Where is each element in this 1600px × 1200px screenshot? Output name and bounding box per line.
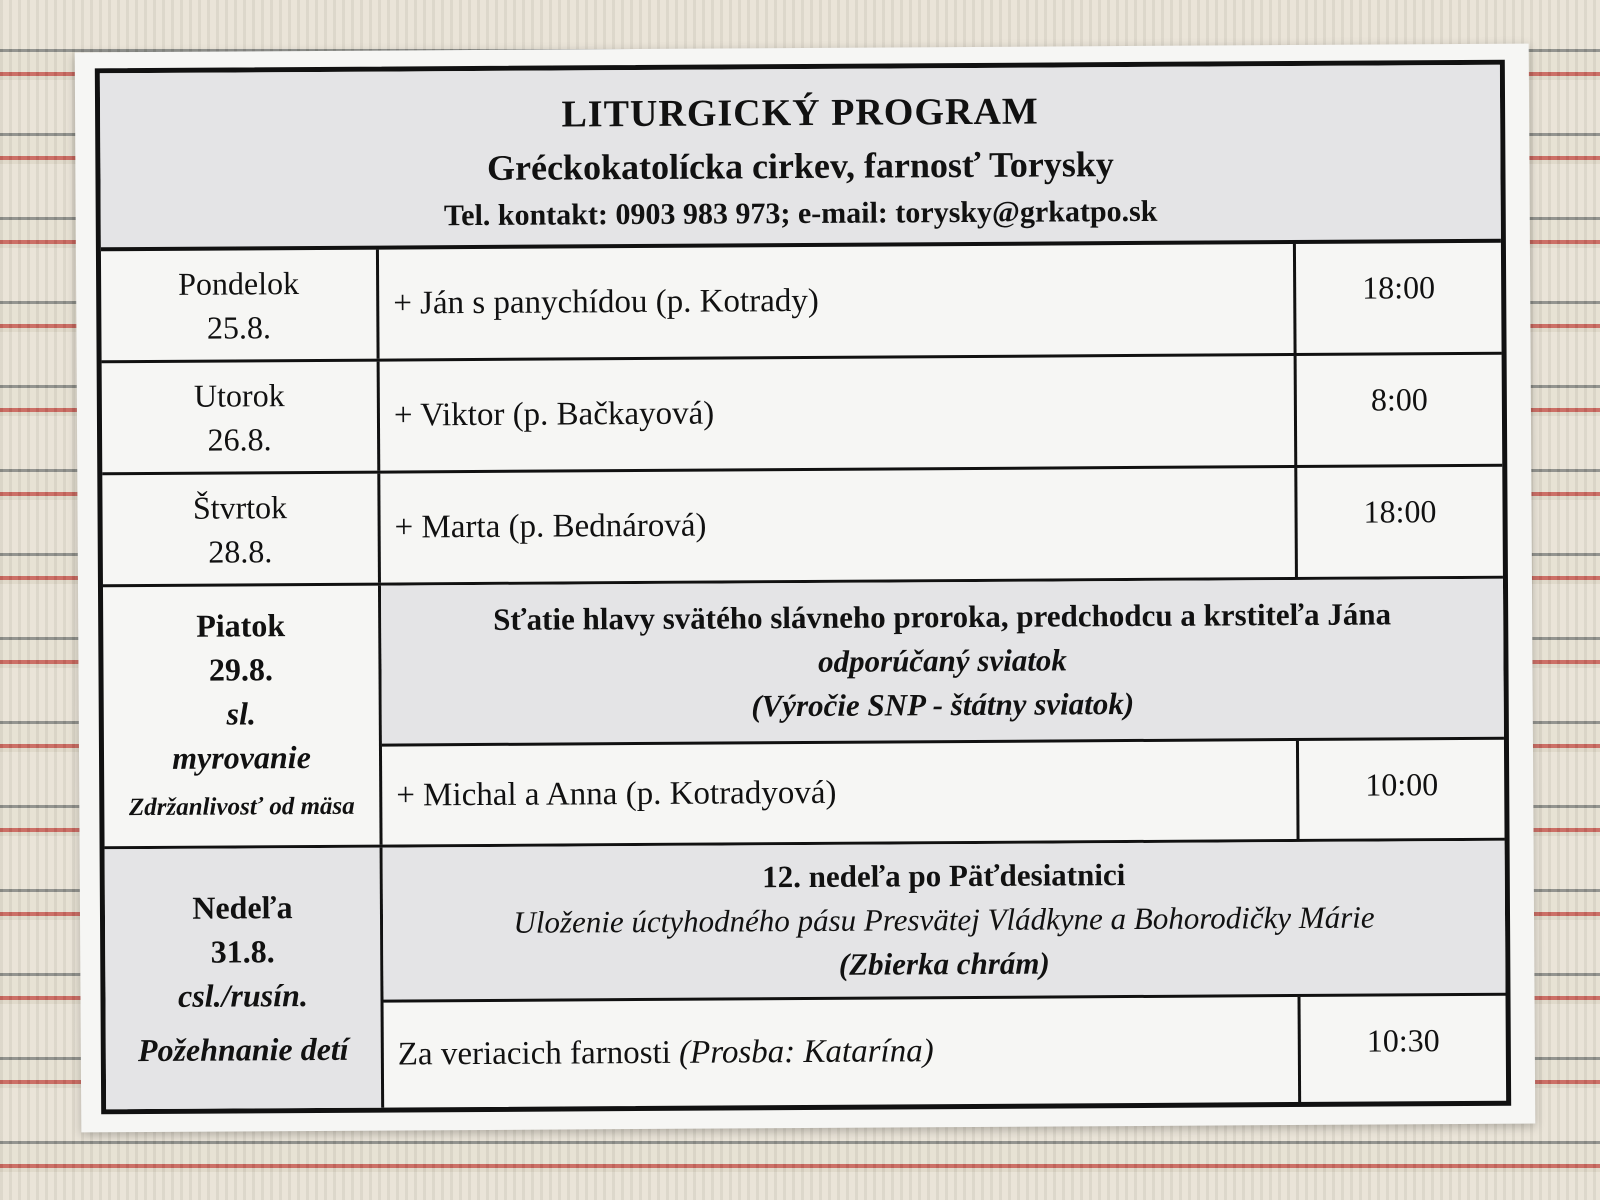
day-date: 25.8. <box>206 308 272 346</box>
day-name: Piatok <box>196 606 286 644</box>
service-time: 18:00 <box>1293 243 1502 353</box>
day-cell <box>103 586 383 847</box>
day-name: Utorok <box>193 376 285 414</box>
day-cell <box>102 474 381 585</box>
day-name: Štvrtok <box>192 488 288 526</box>
feast-note: (Výročie SNP - štátny sviatok) <box>751 685 1135 724</box>
intention-text: + Marta (p. Bednárová) <box>394 507 707 546</box>
day-date: 26.8. <box>207 420 272 458</box>
schedule-row-monday <box>101 243 1502 364</box>
day-cell <box>102 362 381 473</box>
service-time: 10:00 <box>1296 740 1505 839</box>
schedule-row-thursday <box>102 467 1503 588</box>
day-cell <box>105 848 385 1110</box>
service-time: 18:00 <box>1294 467 1503 577</box>
day-name: Pondelok <box>178 264 300 302</box>
feast-subtitle: Uloženie úctyhodného pásu Presvätej Vládkyne a Bohorodičky Márie <box>513 899 1375 940</box>
parish-name: Gréckokatolícka cirkev, farnosť Torysky <box>486 144 1114 188</box>
fasting-note: Zdržanlivosť od mäsa <box>128 792 355 821</box>
schedule-row-sunday <box>105 841 1507 1110</box>
day-note: myrovanie <box>172 738 311 776</box>
program-sheet <box>75 44 1536 1133</box>
day-note: sl. <box>226 694 257 732</box>
day-date: 29.8. <box>208 650 274 688</box>
day-cell <box>101 250 380 361</box>
schedule-row-friday <box>103 579 1505 850</box>
intention-text: + Ján s panychídou (p. Kotrady) <box>393 282 819 322</box>
intention-extra: (Prosba: Katarína) <box>679 1033 934 1071</box>
feast-title: 12. nedeľa po Päťdesiatnici <box>762 857 1126 895</box>
program-title: LITURGICKÝ PROGRAM <box>561 90 1039 136</box>
intention-text <box>384 997 1299 1108</box>
day-name: Nedeľa <box>192 889 293 926</box>
feast-type: odporúčaný sviatok <box>817 642 1067 679</box>
service-time: 10:30 <box>1298 996 1507 1102</box>
feast-title: Sťatie hlavy svätého slávneho proroka, predchodcu a krstiteľa Jána <box>493 596 1392 637</box>
program-header <box>100 65 1501 252</box>
feast-note: (Zbierka chrám) <box>838 945 1050 982</box>
feast-banner <box>381 579 1504 744</box>
day-note: csl./rusín. <box>177 977 308 1014</box>
day-note: Požehnanie detí <box>137 1030 349 1069</box>
intention-text: + Michal a Anna (p. Kotradyová) <box>396 774 837 814</box>
program-table <box>95 60 1511 1115</box>
contact-info: Tel. kontakt: 0903 983 973; e-mail: torysky@grkatpo.sk <box>443 194 1158 233</box>
service-time: 8:00 <box>1294 355 1503 465</box>
intention-main: Za veriacich farnosti <box>397 1034 671 1073</box>
day-date: 28.8. <box>208 532 273 570</box>
feast-banner <box>383 841 1506 1000</box>
schedule-row-tuesday <box>102 355 1503 476</box>
day-date: 31.8. <box>210 933 275 970</box>
intention-text: + Viktor (p. Bačkayová) <box>393 395 715 434</box>
